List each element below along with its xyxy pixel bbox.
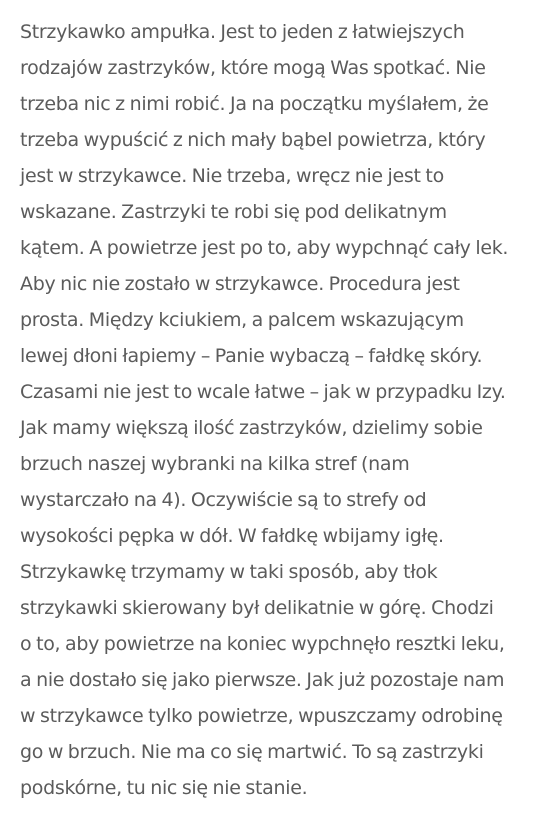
paragraph-line: podskórne, tu nic się nie stanie.	[20, 777, 308, 799]
paragraph-line: go w brzuch. Nie ma co się martwić. To są zastrzyki	[20, 741, 484, 763]
paragraph-line: trzeba nic z nimi robić. Ja na początku myślałem, że	[20, 93, 489, 115]
paragraph-line: strzykawki skierowany był delikatnie w górę. Chodzi	[20, 597, 494, 619]
paragraph-line: wskazane. Zastrzyki te robi się pod delikatnym	[20, 201, 447, 223]
paragraph-line: kątem. A powietrze jest po to, aby wypchnąć cały lek.	[20, 237, 509, 259]
paragraph-line: w strzykawce tylko powietrze, wpuszczamy odrobinę	[20, 705, 503, 727]
paragraph-line: Strzykawkę trzymamy w taki sposób, aby tłok	[20, 561, 438, 583]
paragraph-line: Strzykawko ampułka. Jest to jeden z łatwiejszych	[20, 21, 465, 43]
paragraph-line: brzuch naszej wybranki na kilka stref (nam	[20, 453, 410, 475]
paragraph-line: Czasami nie jest to wcale łatwe – jak w przypadku Izy.	[20, 381, 506, 403]
paragraph-line: jest w strzykawce. Nie trzeba, wręcz nie jest to	[20, 165, 444, 187]
article-paragraph	[20, 14, 532, 806]
paragraph-line: rodzajów zastrzyków, które mogą Was spotkać. Nie	[20, 57, 486, 79]
paragraph-line: Jak mamy większą ilość zastrzyków, dzielimy sobie	[20, 417, 483, 439]
paragraph-line: Aby nic nie zostało w strzykawce. Procedura jest	[20, 273, 460, 295]
paragraph-line: wystarczało na 4). Oczywiście są to strefy od	[20, 489, 427, 511]
paragraph-line: a nie dostało się jako pierwsze. Jak już pozostaje nam	[20, 669, 505, 691]
paragraph-line: o to, aby powietrze na koniec wypchnęło resztki leku,	[20, 633, 505, 655]
paragraph-line: lewej dłoni łapiemy – Panie wybaczą – fałdkę skóry.	[20, 345, 483, 367]
paragraph-line: trzeba wypuścić z nich mały bąbel powietrza, który	[20, 129, 486, 151]
paragraph-line: wysokości pępka w dół. W fałdkę wbijamy igłę.	[20, 525, 444, 547]
paragraph-line: prosta. Między kciukiem, a palcem wskazującym	[20, 309, 464, 331]
